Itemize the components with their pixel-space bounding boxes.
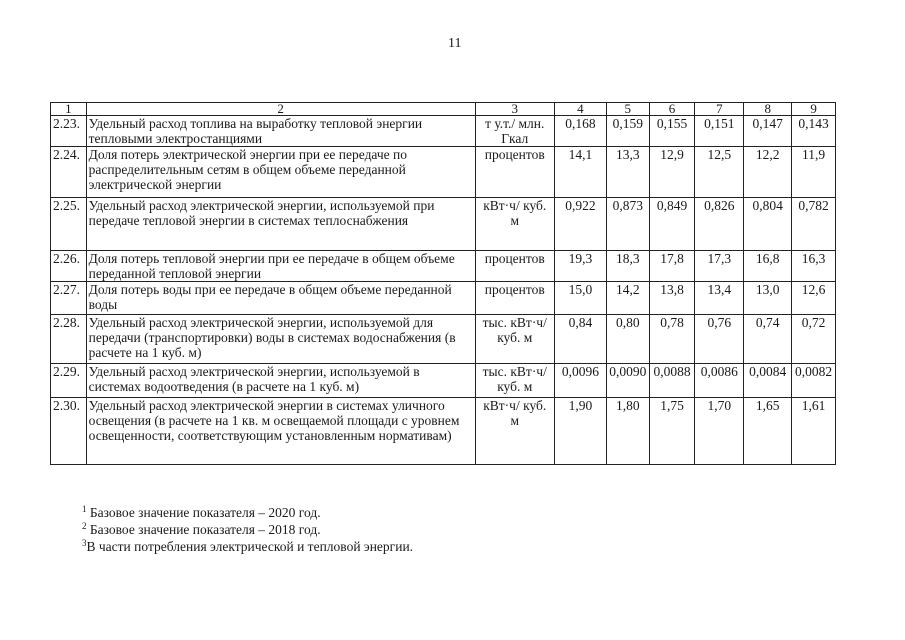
row-number-cell: 2.25.: [51, 198, 87, 251]
header-cell: 3: [475, 103, 554, 116]
unit-cell: процентов: [475, 251, 554, 282]
value-cell: 17,3: [695, 251, 744, 282]
value-cell: 12,2: [744, 147, 792, 198]
indicator-name-cell: Доля потерь тепловой энергии при ее передаче в общем объеме переданной тепловой энергии: [86, 251, 475, 282]
footnote-2: [82, 521, 413, 538]
indicator-name-cell: Доля потерь воды при ее передаче в общем объеме переданной воды: [86, 282, 475, 315]
value-cell: 0,155: [649, 116, 695, 147]
value-cell: 0,922: [554, 198, 606, 251]
table-row: [51, 251, 836, 282]
value-cell: 13,8: [649, 282, 695, 315]
indicator-name-cell: Удельный расход электрической энергии, используемой для передачи (транспортировки) воды в системах водоснабжения (в расчете на 1 куб. м): [86, 315, 475, 364]
table-header-row: [51, 103, 836, 116]
value-cell: 0,0084: [744, 364, 792, 398]
value-cell: 1,61: [792, 398, 836, 465]
table-row: [51, 198, 836, 251]
value-cell: 1,90: [554, 398, 606, 465]
header-cell: 9: [792, 103, 836, 116]
indicator-name-cell: Удельный расход электрической энергии, используемой в системах водоотведения (в расчете на 1 куб. м): [86, 364, 475, 398]
value-cell: 0,0082: [792, 364, 836, 398]
value-cell: 0,76: [695, 315, 744, 364]
indicator-name-cell: Удельный расход электрической энергии в системах уличного освещения (в расчете на 1 кв. м освещаемой площади с уровнем освещенности, соответствующим установленным нормативам): [86, 398, 475, 465]
value-cell: 0,804: [744, 198, 792, 251]
value-cell: 0,143: [792, 116, 836, 147]
value-cell: 0,826: [695, 198, 744, 251]
unit-cell: тыс. кВт·ч/ куб. м: [475, 315, 554, 364]
value-cell: 13,3: [606, 147, 649, 198]
value-cell: 0,84: [554, 315, 606, 364]
table-body: [51, 103, 836, 465]
value-cell: 0,151: [695, 116, 744, 147]
footnote-text: Базовое значение показателя – 2018 год.: [89, 522, 321, 537]
page-number: 11: [448, 36, 462, 51]
value-cell: 0,873: [606, 198, 649, 251]
row-number-cell: 2.24.: [51, 147, 87, 198]
value-cell: 19,3: [554, 251, 606, 282]
row-number-cell: 2.26.: [51, 251, 87, 282]
value-cell: 12,6: [792, 282, 836, 315]
value-cell: 0,72: [792, 315, 836, 364]
unit-cell: т у.т./ млн. Гкал: [475, 116, 554, 147]
footnote-mark: 3: [82, 538, 87, 548]
table-row: [51, 315, 836, 364]
header-cell: 4: [554, 103, 606, 116]
value-cell: 0,78: [649, 315, 695, 364]
value-cell: 0,0090: [606, 364, 649, 398]
indicator-name-cell: Доля потерь электрической энергии при ее передаче по распределительным сетям в общем объеме переданной электрической энергии: [86, 147, 475, 198]
row-number-cell: 2.28.: [51, 315, 87, 364]
header-cell: 5: [606, 103, 649, 116]
unit-cell: кВт·ч/ куб. м: [475, 398, 554, 465]
value-cell: 11,9: [792, 147, 836, 198]
value-cell: 0,0088: [649, 364, 695, 398]
indicators-table: [50, 102, 836, 465]
value-cell: 0,0086: [695, 364, 744, 398]
row-number-cell: 2.23.: [51, 116, 87, 147]
row-number-cell: 2.30.: [51, 398, 87, 465]
value-cell: 0,849: [649, 198, 695, 251]
footnote-3: [82, 538, 413, 555]
value-cell: 12,5: [695, 147, 744, 198]
value-cell: 18,3: [606, 251, 649, 282]
value-cell: 1,80: [606, 398, 649, 465]
value-cell: 14,2: [606, 282, 649, 315]
unit-cell: тыс. кВт·ч/ куб. м: [475, 364, 554, 398]
value-cell: 13,4: [695, 282, 744, 315]
table-row: [51, 282, 836, 315]
table-row: [51, 364, 836, 398]
indicator-name-cell: Удельный расход топлива на выработку тепловой энергии тепловыми электростанциями: [86, 116, 475, 147]
footnote-text: Базовое значение показателя – 2020 год.: [89, 505, 321, 520]
unit-cell: кВт·ч/ куб. м: [475, 198, 554, 251]
value-cell: 14,1: [554, 147, 606, 198]
value-cell: 16,8: [744, 251, 792, 282]
value-cell: 13,0: [744, 282, 792, 315]
value-cell: 0,147: [744, 116, 792, 147]
footnote-1: [82, 504, 413, 521]
value-cell: 12,9: [649, 147, 695, 198]
value-cell: 1,75: [649, 398, 695, 465]
footnotes: [82, 504, 413, 555]
table-row: [51, 116, 836, 147]
header-cell: 6: [649, 103, 695, 116]
unit-cell: процентов: [475, 282, 554, 315]
indicator-name-cell: Удельный расход электрической энергии, используемой при передаче тепловой энергии в системах теплоснабжения: [86, 198, 475, 251]
footnote-mark: 1: [82, 504, 87, 514]
value-cell: 1,65: [744, 398, 792, 465]
unit-cell: процентов: [475, 147, 554, 198]
header-cell: 1: [51, 103, 87, 116]
value-cell: 17,8: [649, 251, 695, 282]
value-cell: 15,0: [554, 282, 606, 315]
footnote-mark: 2: [82, 521, 87, 531]
header-cell: 8: [744, 103, 792, 116]
value-cell: 1,70: [695, 398, 744, 465]
header-cell: 2: [86, 103, 475, 116]
row-number-cell: 2.29.: [51, 364, 87, 398]
value-cell: 0,168: [554, 116, 606, 147]
value-cell: 16,3: [792, 251, 836, 282]
value-cell: 0,74: [744, 315, 792, 364]
header-cell: 7: [695, 103, 744, 116]
value-cell: 0,782: [792, 198, 836, 251]
table-row: [51, 398, 836, 465]
value-cell: 0,80: [606, 315, 649, 364]
table-row: [51, 147, 836, 198]
value-cell: 0,159: [606, 116, 649, 147]
footnote-text: В части потребления электрической и тепловой энергии.: [86, 539, 414, 554]
row-number-cell: 2.27.: [51, 282, 87, 315]
value-cell: 0,0096: [554, 364, 606, 398]
